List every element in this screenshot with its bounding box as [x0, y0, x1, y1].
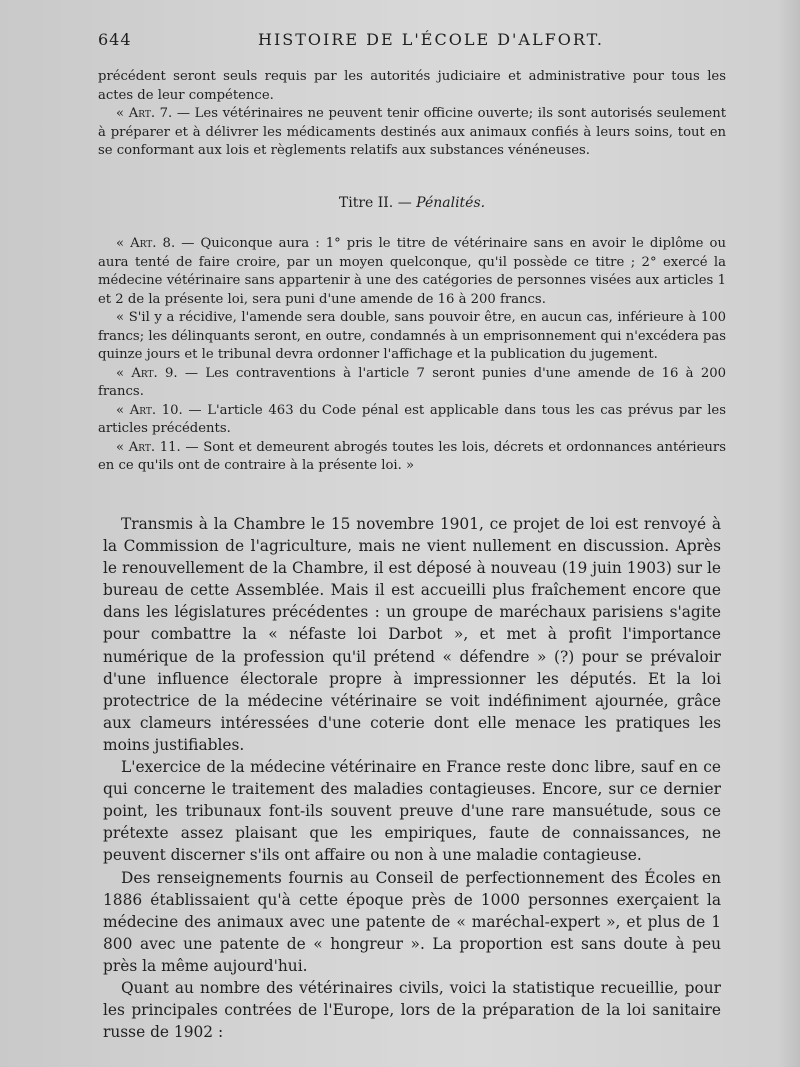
article-11-label: Art. 11.	[128, 439, 181, 455]
running-title: HISTOIRE DE L'ÉCOLE D'ALFORT.	[258, 30, 604, 49]
section-prefix: Titre II. —	[338, 195, 417, 211]
article-9-text: — Les contraventions à l'article 7 seront punies d'une amende de 16 à 200 francs.	[98, 365, 726, 399]
paragraph-4: Quant au nombre des vétérinaires civils, voici la statistique recueillie, pour les principales contrées de l'Europe, lors de la préparation de la loi sanitaire russe de 1902 :	[103, 978, 721, 1042]
article-8: « Art. 8. — Quiconque aura : 1° pris le titre de vétérinaire sans en avoir le diplôme ou aura tenté de faire croire, par un moyen quelconque, qu'il possède ce titre ; 2° exercé la médecine vétérinaire sans appartenir à une des catégories de personnes visées aux articles 1 et 2 de la présente loi, sera puni d'une amende de 16 à 200 francs.	[98, 236, 726, 307]
article-10-text: — L'article 463 du Code pénal est applicable dans tous les cas prévus par les articles précédents.	[98, 402, 726, 436]
articles-block	[98, 235, 726, 476]
article-8-label: Art. 8.	[130, 236, 176, 251]
recidive-paragraph: « S'il y a récidive, l'amende sera double, sans pouvoir être, en aucun cas, inférieure à 100 francs; les délinquants seront, en outre, condamnés à un emprisonnement qui n'excédera pas quinze jours et le tribunal devra ordonner l'affichage et la publication du jugement.	[98, 310, 726, 362]
article-7-text: — Les vétérinaires ne peuvent tenir officine ouverte; ils sont autorisés seulement à préparer et à délivrer les médicaments destinés aux animaux confiés à leurs soins, tout en se conformant aux lois et règlements relatifs aux substances vénéneuses.	[98, 106, 726, 158]
page-number: 644	[98, 30, 132, 49]
section-name: Pénalités.	[416, 195, 486, 211]
article-9-label: Art. 9.	[131, 365, 178, 381]
section-heading	[98, 195, 726, 211]
running-header	[98, 30, 778, 56]
paragraph-2: L'exercice de la médecine vétérinaire en France reste donc libre, sauf en ce qui concerne le traitement des maladies contagieuses. Encore, sur ce dernier point, les tribunaux font-ils souvent preuve d'une rare mansuétude, sous ce prétexte assez plaisant que les empiriques, faute de connaissances, ne peuvent discerner s'ils ont affaire ou non à une maladie contagieuse.	[103, 758, 721, 865]
intro-block	[98, 68, 726, 161]
article-10-label: Art. 10.	[129, 402, 183, 418]
article-7: « Art. 7. — Les vétérinaires ne peuvent tenir officine ouverte; ils sont autorisés seulement à préparer et à délivrer les médicaments destinés aux animaux confiés à leurs soins, tout en se conformant aux lois et règlements relatifs aux substances vénéneuses.	[98, 106, 726, 158]
article-10: « Art. 10. — L'article 463 du Code pénal est applicable dans tous les cas prévus par les articles précédents.	[98, 402, 726, 436]
article-9: « Art. 9. — Les contraventions à l'article 7 seront punies d'une amende de 16 à 200 francs.	[98, 365, 726, 399]
page-gutter-shadow	[778, 0, 800, 1067]
article-11-text: — Sont et demeurent abrogés toutes les lois, décrets et ordonnances antérieurs en ce qu'ils ont de contraire à la présente loi. »	[98, 439, 726, 473]
article-11: « Art. 11. — Sont et demeurent abrogés toutes les lois, décrets et ordonnances antérieurs en ce qu'ils ont de contraire à la présente loi. »	[98, 439, 726, 473]
article-7-label: Art. 7.	[128, 106, 173, 121]
continuation-paragraph: précédent seront seuls requis par les autorités judiciaire et administrative pour tous les actes de leur compétence.	[98, 69, 726, 103]
main-text	[103, 513, 721, 1043]
paragraph-1: Transmis à la Chambre le 15 novembre 1901, ce projet de loi est renvoyé à la Commission de l'agriculture, mais ne vient nullement en discussion. Après le renouvellement de la Chambre, il est déposé à nouveau (19 juin 1903) sur le bureau de cette Assemblée. Mais il est accueilli plus fraîchement encore que dans les législatures précédentes : un groupe de maréchaux parisiens s'agite pour combattre la « néfaste loi Darbot », et met à profit l'importance numérique de la profession qu'il prétend « défendre » (?) pour se prévaloir d'une influence électorale propre à impressionner les députés. Et la loi protectrice de la médecine vétérinaire se voit indéfiniment ajournée, grâce aux clameurs intéressées d'une coterie dont elle menace les pratiques les moins justifiables.	[103, 515, 721, 754]
article-8-text: — Quiconque aura : 1° pris le titre de vétérinaire sans en avoir le diplôme ou aura tenté de faire croire, par un moyen quelconque, qu'il possède ce titre ; 2° exercé la médecine vétérinaire sans appartenir à une des catégories de personnes visées aux articles 1 et 2 de la présente loi, sera puni d'une amende de 16 à 200 francs.	[98, 236, 726, 307]
paragraph-3: Des renseignements fournis au Conseil de perfectionnement des Écoles en 1886 établissaient qu'à cette époque près de 1000 personnes exerçaient la médecine des animaux avec une patente de « maréchal-expert », et plus de 1 800 avec une patente de « hongreur ». La proportion est sans doute à peu près la même aujourd'hui.	[103, 868, 721, 975]
